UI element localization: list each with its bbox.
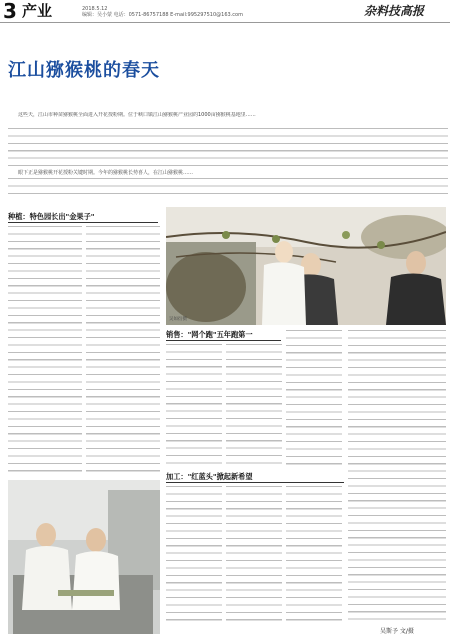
byline: 吴斯予 文/摄 — [380, 628, 414, 635]
section-heading-sales: 销售："网个跑"五年跑第一 — [166, 330, 253, 339]
divider — [166, 340, 281, 341]
planting-text-col-2 — [86, 226, 160, 476]
divider — [166, 482, 344, 483]
right-text-col — [348, 330, 446, 626]
page-number: 3 — [3, 0, 17, 23]
lab-photo — [8, 480, 160, 634]
section-heading-processing: 加工："红蓝头"掀起新希望 — [166, 472, 253, 481]
header-meta — [82, 6, 243, 18]
sales-text-col-1 — [166, 344, 222, 466]
section-heading-planting: 种植：特色园长出"金果子" — [8, 212, 95, 221]
lead-text — [8, 112, 448, 204]
text-lines — [8, 178, 448, 200]
lead-paragraph-2: 眼下正是猕猴桃开花授粉关键时期。今年的猕猴桃长势喜人，在江山猕猴桃…… — [18, 170, 194, 176]
orchard-photo — [166, 207, 446, 325]
photo-caption: 吴如衍摄 — [169, 317, 187, 322]
sales-text-col-2 — [226, 344, 282, 466]
lead-paragraph-1: 这些天，江山市种苗猕猴桃全面进入开花授粉期。位于峡口镇江山猕猴桃产业园的1000亩猕猴桃基地里…… — [18, 112, 256, 118]
processing-text-col-2 — [226, 486, 282, 626]
newspaper-name: 杂料技高报 — [364, 4, 425, 18]
lab-photo-image — [8, 480, 160, 634]
sales-text-col-3 — [286, 330, 342, 466]
date-line: 2018.5.12 — [82, 6, 108, 12]
article-title: 江山猕猴桃的春天 — [8, 60, 160, 81]
processing-text-col-1 — [166, 486, 222, 626]
text-lines — [8, 128, 448, 166]
planting-text-col-1 — [8, 226, 82, 476]
orchard-photo-image — [166, 207, 446, 325]
info-line: 编辑：吴小蒙 电话：0571-86757188 E-mail:995297510@163.com — [82, 12, 243, 18]
section-name: 产业 — [22, 2, 53, 20]
divider — [8, 222, 158, 223]
processing-text-col-3 — [286, 486, 342, 626]
